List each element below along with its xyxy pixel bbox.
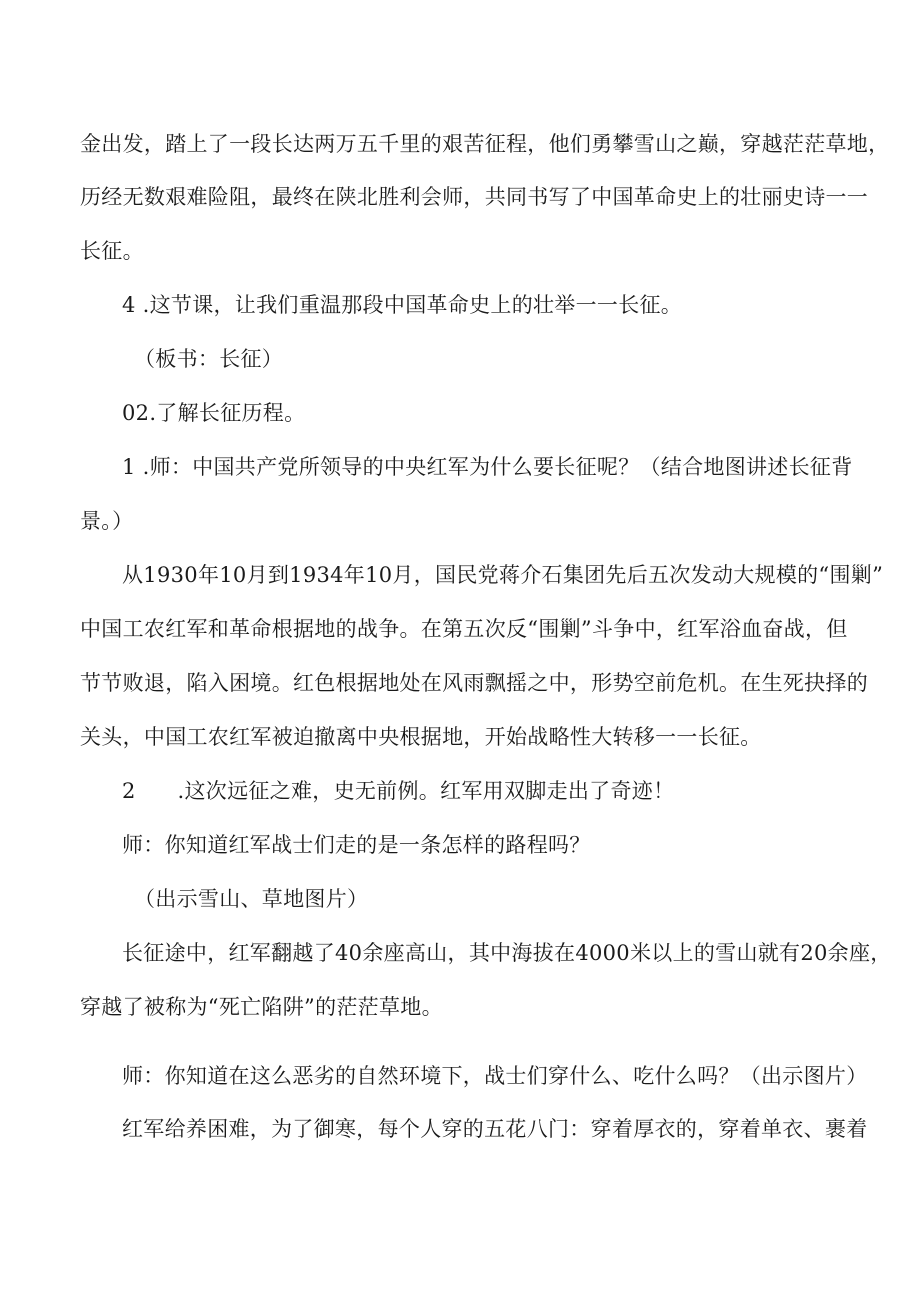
text-line: （板书：长征）: [134, 347, 284, 371]
text-line: 4 .这节课，让我们重温那段中国革命史上的壮举一一长征。: [122, 293, 683, 317]
text-line: 师：你知道在这么恶劣的自然环境下，战士们穿什么、吃什么吗？（出示图片）: [122, 1064, 868, 1088]
text-line: 长征途中，红军翻越了40余座高山，其中海拔在4000米以上的雪山就有20余座，: [122, 941, 892, 965]
text-line: 节节败退，陷入困境。红色根据地处在风雨飘摇之中，形势空前危机。在生死抉择的: [80, 671, 869, 695]
text-line: 长征。: [80, 239, 144, 263]
text-line: 景。）: [80, 509, 134, 533]
section-heading: 02.了解长征历程。: [122, 401, 306, 425]
text-line: 2 .这次远征之难，史无前例。红军用双脚走出了奇迹！: [122, 779, 675, 803]
text-line: 穿越了被称为“死亡陷阱”的茫茫草地。: [80, 995, 443, 1019]
text-line: 关头，中国工农红军被迫撤离中央根据地，开始战略性大转移一一长征。: [80, 725, 762, 749]
text-line: 中国工农红军和革命根据地的战争。在第五次反“围剿”斗争中，红军浴血奋战，但: [80, 617, 848, 641]
text-line: 1 .师：中国共产党所领导的中央红军为什么要长征呢？（结合地图讲述长征背: [122, 455, 853, 479]
text-line: 师：你知道红军战士们走的是一条怎样的路程吗？: [122, 833, 591, 857]
text-line: 从1930年10月到1934年10月，国民党蒋介石集团先后五次发动大规模的“围剿”: [122, 563, 884, 587]
text-line: 红军给养困难，为了御寒，每个人穿的五花八门：穿着厚衣的，穿着单衣、裹着: [122, 1117, 868, 1141]
text-line: （出示雪山、草地图片）: [134, 887, 369, 911]
text-line: 历经无数艰难险阻，最终在陕北胜利会师，共同书写了中国革命史上的壮丽史诗一一: [80, 185, 869, 209]
text-line: 金出发，踏上了一段长达两万五千里的艰苦征程，他们勇攀雪山之巅，穿越茫茫草地，: [80, 132, 890, 156]
